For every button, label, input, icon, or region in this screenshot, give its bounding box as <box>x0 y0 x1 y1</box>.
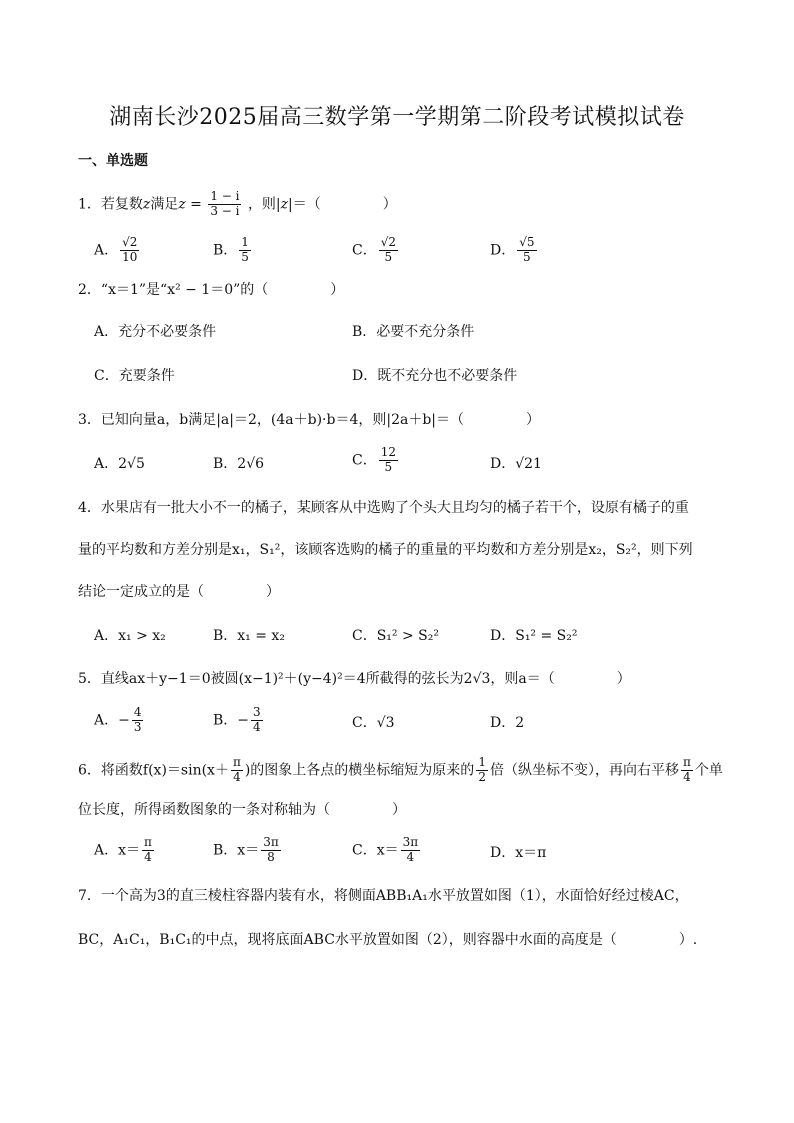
q6-option-d[interactable]: D．x＝π <box>490 845 547 861</box>
q1-option-a[interactable]: A． $\frac{√2}{10}$ <box>94 235 138 264</box>
q4-option-c[interactable]: C．S₁² > S₂² <box>352 628 439 644</box>
q1-option-d[interactable]: D． $\frac{√5}{5}$ <box>490 235 535 264</box>
q2-option-d[interactable]: D．既不充分也不必要条件 <box>352 368 518 384</box>
q2-option-a[interactable]: A．充分不必要条件 <box>94 324 217 340</box>
q5-option-d[interactable]: D．2 <box>490 715 525 731</box>
question-4-line-1: 4．水果店有一批大小不一的橘子，某顾客从中选购了个头大且均匀的橘子若干个，设原有橘子的重 <box>78 500 689 516</box>
q4-option-b[interactable]: B．x₁ = x₂ <box>213 628 285 644</box>
question-6-line-2: 位长度，所得函数图象的一条对称轴为（ ） <box>78 802 406 818</box>
question-1: 1．若复数z满足z = $\frac{1 - i}{3 - i}$ ，则|z|＝（ ） <box>78 189 397 218</box>
q1-fraction: $\frac{1 - i}{3 - i}$ <box>210 189 240 218</box>
question-4-line-2: 量的平均数和方差分别是x₁，S₁²，该顾客选购的橘子的重量的平均数和方差分别是x₂，S₂²，则下列 <box>78 542 693 558</box>
q3-option-b[interactable]: B．2√6 <box>213 456 265 472</box>
q4-option-d[interactable]: D．S₁² = S₂² <box>490 628 578 644</box>
q6-option-c[interactable]: C．x＝ $\frac{3\pi}{4}$ <box>352 835 419 864</box>
q1-option-c[interactable]: C． $\frac{√2}{5}$ <box>352 235 396 264</box>
q3-option-d[interactable]: D．√21 <box>490 456 542 472</box>
question-7-line-1: 7．一个高为3的直三棱柱容器内装有水，将侧面ABB₁A₁水平放置如图（1），水面恰好经过棱AC， <box>78 888 689 904</box>
q5-option-a[interactable]: A．− $\frac{4}{3}$ <box>94 705 142 734</box>
question-4-line-3: 结论一定成立的是（ ） <box>78 584 280 600</box>
question-2: 2．“x＝1”是“x² − 1＝0”的（ ） <box>78 282 345 298</box>
question-6-line-1: 6．将函数f(x)＝sin(x＋ $\frac{\pi}{4}$ )的图象上各点的横坐标缩短为原来的 $\frac{1}{2}$ 倍（纵坐标不变），再向右平移 $\frac{\pi}{4}$ 个单 <box>78 755 723 784</box>
q6-option-b[interactable]: B．x＝ $\frac{3\pi}{8}$ <box>213 835 279 864</box>
q4-option-a[interactable]: A．x₁ > x₂ <box>94 628 166 644</box>
page-title: 湖南长沙2025届高三数学第一学期第二阶段考试模拟试卷 <box>109 105 685 130</box>
question-5: 5．直线ax＋y−1＝0被圆(x−1)²＋(y−4)²＝4所截得的弦长为2√3，则a＝（ ） <box>78 671 631 687</box>
q5-option-b[interactable]: B．− $\frac{3}{4}$ <box>213 705 261 734</box>
q3-option-a[interactable]: A．2√5 <box>94 456 145 472</box>
q5-option-c[interactable]: C．√3 <box>352 715 395 731</box>
q3-option-c[interactable]: C． $\frac{12}{5}$ <box>352 445 396 474</box>
q2-option-c[interactable]: C．充要条件 <box>94 368 175 384</box>
section-heading: 一、单选题 <box>78 153 148 169</box>
question-7-line-2: BC，A₁C₁，B₁C₁的中点，现将底面ABC水平放置如图（2），则容器中水面的高度是（ ）. <box>78 932 698 948</box>
q6-option-a[interactable]: A．x＝ $\frac{\pi}{4}$ <box>94 835 152 864</box>
q2-option-b[interactable]: B．必要不充分条件 <box>352 324 475 340</box>
q1-option-b[interactable]: B． $\frac{1}{5}$ <box>213 235 249 264</box>
question-3: 3．已知向量a，b满足|a|＝2，(4a＋b)·b＝4，则|2a＋b|＝（ ） <box>78 412 541 428</box>
